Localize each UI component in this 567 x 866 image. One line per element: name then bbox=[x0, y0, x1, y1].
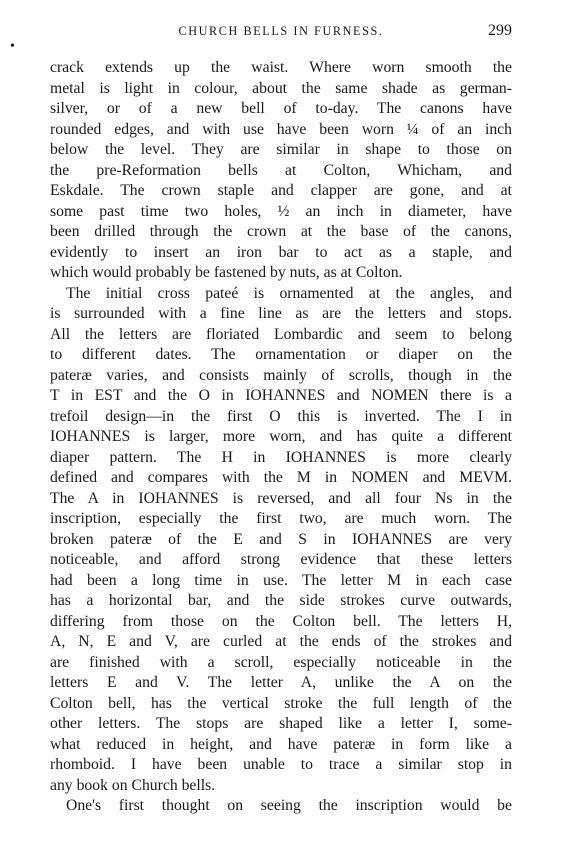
text-line: other letters. The stops are shaped like a letter I, some- bbox=[50, 715, 512, 732]
text-line: rounded edges, and with use have been worn ¼ of an inch bbox=[50, 120, 512, 138]
text-line: crack extends up the waist. Where worn smooth the bbox=[50, 59, 512, 76]
text-line: what reduced in height, and have pateræ in form like a bbox=[50, 735, 512, 753]
page-number: 299 bbox=[488, 22, 512, 39]
text-line: rhomboid. I have been unable to trace a similar stop in bbox=[50, 756, 512, 773]
text-line: IOHANNES is larger, more worn, and has quite a different bbox=[50, 428, 512, 445]
text-line: some past time two holes, ½ an inch in diameter, have bbox=[50, 202, 512, 220]
running-title: CHURCH BELLS IN FURNESS. bbox=[178, 24, 384, 38]
text-line: Eskdale. The crown staple and clapper are gone, and at bbox=[50, 182, 512, 199]
text-line: silver, or of a new bell of to-day. The canons have bbox=[50, 100, 512, 117]
text-line: A, N, E and V, are curled at the ends of the strokes and bbox=[50, 633, 512, 650]
text-line: The A in IOHANNES is reversed, and all four Ns in the bbox=[50, 489, 512, 507]
text-line: pateræ varies, and consists mainly of scrolls, though in the bbox=[50, 366, 512, 384]
margin-mark: • bbox=[10, 39, 15, 54]
text-line: been drilled through the crown at the base of the canons, bbox=[50, 223, 512, 240]
text-line: inscription, especially the first two, are much worn. The bbox=[50, 510, 512, 527]
text-line: The initial cross pateé is ornamented at the angles, and bbox=[66, 284, 512, 302]
text-line: to different dates. The ornamentation or diaper on the bbox=[50, 346, 512, 363]
text-line: which would probably be fastened by nuts, as at Colton. bbox=[50, 264, 403, 281]
running-head bbox=[50, 22, 512, 44]
text-line: All the letters are floriated Lombardic and seem to belong bbox=[50, 325, 512, 343]
text-line: are finished with a scroll, especially noticeable in the bbox=[50, 653, 512, 671]
text-line: the pre-Reformation bells at Colton, Whicham, and bbox=[50, 161, 512, 179]
text-line: is surrounded with a fine line as are the letters and stops. bbox=[50, 305, 512, 322]
body-text bbox=[50, 58, 512, 817]
text-line: had been a long time in use. The letter M in each case bbox=[50, 571, 512, 589]
text-line: trefoil design—in the first O this is inverted. The I in bbox=[50, 407, 512, 425]
text-line: Colton bell, has the vertical stroke the full length of the bbox=[50, 694, 512, 712]
text-line: broken pateræ of the E and S in IOHANNES are very bbox=[50, 530, 512, 548]
text-line: evidently to insert an iron bar to act as a staple, and bbox=[50, 243, 512, 261]
text-line: letters E and V. The letter A, unlike the A on the bbox=[50, 674, 512, 691]
text-line: diaper pattern. The H in IOHANNES is more clearly bbox=[50, 448, 512, 466]
text-line: One's first thought on seeing the inscription would be bbox=[66, 797, 512, 814]
text-line: below the level. They are similar in shape to those on bbox=[50, 141, 512, 158]
text-line: noticeable, and afford strong evidence that these letters bbox=[50, 551, 512, 568]
text-line: defined and compares with the M in NOMEN and MEVM. bbox=[50, 469, 512, 486]
text-line: metal is light in colour, about the same shade as german- bbox=[50, 79, 512, 97]
text-line: has a horizontal bar, and the side strokes curve outwards, bbox=[50, 592, 512, 609]
text-line: any book on Church bells. bbox=[50, 776, 216, 794]
text-line: differing from those on the Colton bell. The letters H, bbox=[50, 612, 512, 630]
text-line: T in EST and the O in IOHANNES and NOMEN there is a bbox=[50, 387, 512, 404]
